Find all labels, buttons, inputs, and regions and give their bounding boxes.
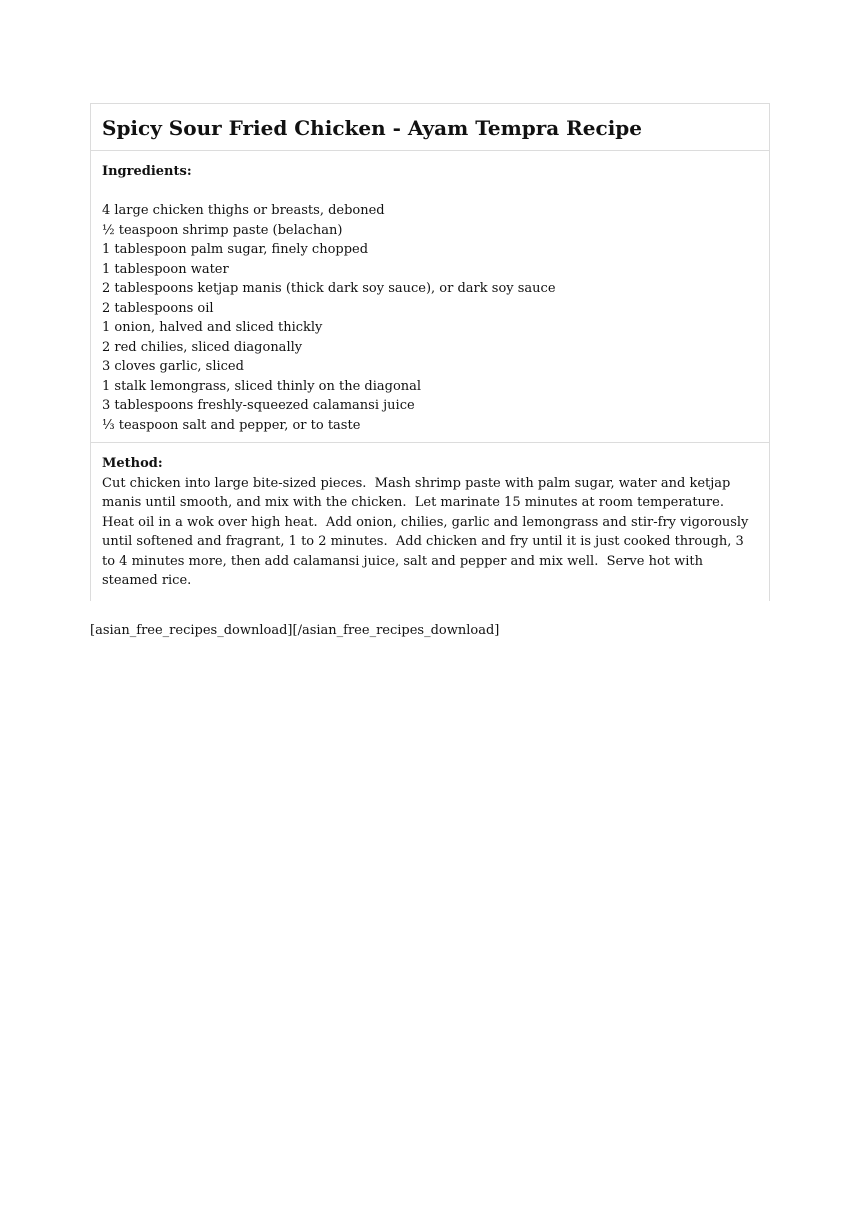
- ingredient-item: 1 tablespoon palm sugar, finely chopped: [102, 242, 369, 257]
- method-section: [91, 443, 769, 601]
- ingredient-item: 3 cloves garlic, sliced: [102, 359, 244, 374]
- method-heading: Method:: [102, 456, 163, 471]
- ingredient-item: ½ teaspoon shrimp paste (belachan): [102, 222, 343, 238]
- ingredients-section: [91, 151, 769, 443]
- ingredient-item: 2 tablespoons oil: [102, 300, 214, 316]
- download-shortcode: [asian_free_recipes_download][/asian_free_recipes_download]: [90, 623, 500, 638]
- ingredient-item: 2 tablespoons ketjap manis (thick dark soy sauce), or dark soy sauce: [102, 281, 556, 296]
- recipe-title: Spicy Sour Fried Chicken - Ayam Tempra Recipe: [91, 104, 769, 151]
- ingredient-item: ⅓ teaspoon salt and pepper, or to taste: [102, 417, 361, 433]
- method-text: Cut chicken into large bite-sized pieces. Mash shrimp paste with palm sugar, water and ketjap manis until smooth, and mix with the chicken. Let marinate 15 minutes at room temperature. Heat oil in a wok over high heat. Add onion, chilies, garlic and lemongrass and stir-fry vigorously until softened and fragrant, 1 to 2 minutes. Add chicken and fry until it is just cooked through, 3 to 4 minutes more, then add calamansi juice, salt and pepper and mix well. Serve hot with steamed rice.: [102, 475, 753, 588]
- ingredient-item: 1 stalk lemongrass, sliced thinly on the diagonal: [102, 378, 422, 394]
- ingredient-item: 1 onion, halved and sliced thickly: [102, 320, 323, 335]
- ingredient-item: 3 tablespoons freshly-squeezed calamansi juice: [102, 398, 415, 413]
- ingredients-list: [102, 201, 758, 435]
- ingredient-item: 4 large chicken thighs or breasts, deboned: [102, 203, 385, 218]
- ingredient-item: 2 red chilies, sliced diagonally: [102, 339, 303, 355]
- ingredient-item: 1 tablespoon water: [102, 261, 229, 277]
- ingredients-heading: Ingredients:: [102, 164, 192, 179]
- recipe-card: [90, 103, 770, 601]
